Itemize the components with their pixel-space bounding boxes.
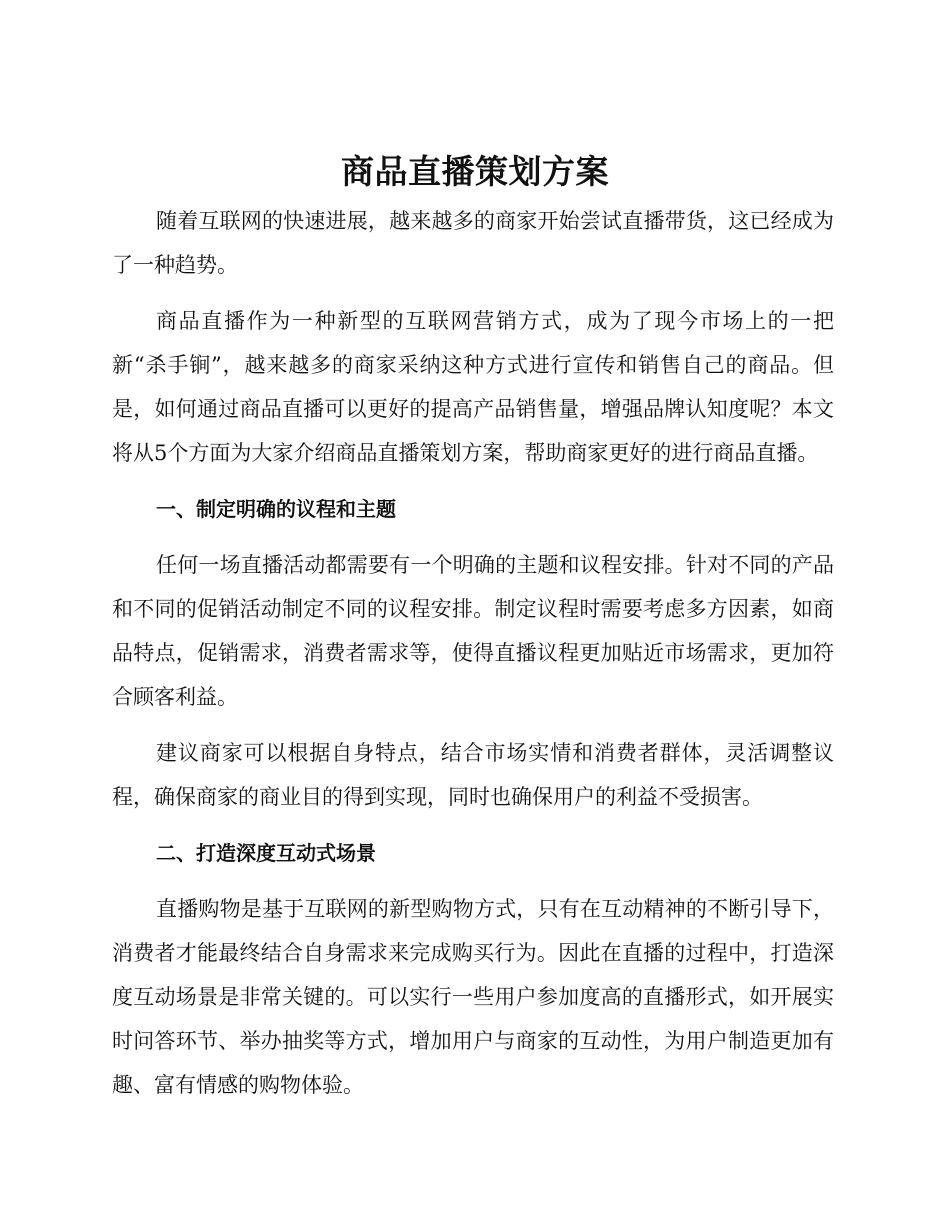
section-heading-2: 二、打造深度互动式场景 bbox=[156, 841, 376, 865]
document-title: 商品直播策划方案 bbox=[341, 152, 609, 191]
section-heading-1: 一、制定明确的议程和主题 bbox=[156, 497, 396, 521]
paragraph-overview: 商品直播作为一种新型的互联网营销方式，成为了现今市场上的一把新“杀手锏”，越来越多的商家采纳这种方式进行宣传和销售自己的商品。但是，如何通过商品直播可以更好的提高产品销售量，增强品牌认知度呢？本文将从5个方面为大家介绍商品直播策划方案，帮助商家更好的进行商品直播。 bbox=[112, 309, 834, 465]
paragraph-section2-a: 直播购物是基于互联网的新型购物方式，只有在互动精神的不断引导下，消费者才能最终结合自身需求来完成购买行为。因此在直播的过程中，打造深度互动场景是非常关键的。可以实行一些用户参加度高的直播形式，如开展实时问答环节、举办抽奖等方式，增加用户与商家的互动性，为用户制造更加有趣、富有情感的购物体验。 bbox=[112, 897, 834, 1097]
document-body bbox=[112, 199, 834, 1119]
paragraph-section1-b: 建议商家可以根据自身特点，结合市场实情和消费者群体，灵活调整议程，确保商家的商业目的得到实现，同时也确保用户的利益不受损害。 bbox=[112, 741, 834, 809]
paragraph-intro: 随着互联网的快速进展，越来越多的商家开始尝试直播带货，这已经成为了一种趋势。 bbox=[112, 209, 834, 277]
paragraph-section1-a: 任何一场直播活动都需要有一个明确的主题和议程安排。针对不同的产品和不同的促销活动制定不同的议程安排。制定议程时需要考虑多方因素，如商品特点，促销需求，消费者需求等，使得直播议程更加贴近市场需求，更加符合顾客利益。 bbox=[112, 553, 834, 709]
